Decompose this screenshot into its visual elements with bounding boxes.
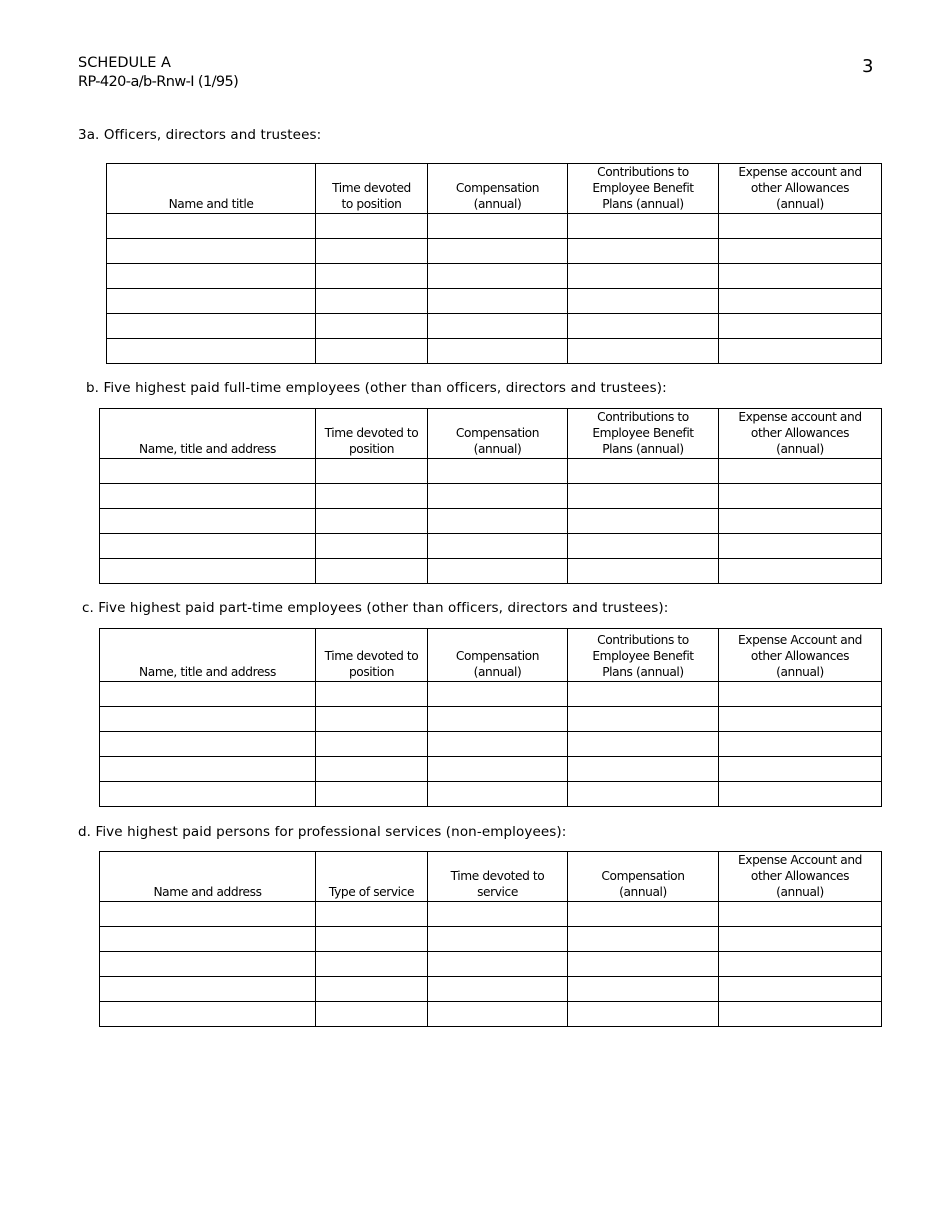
entry-cell[interactable] — [107, 339, 316, 364]
entry-cell[interactable] — [100, 757, 316, 782]
column-header-line: (annual) — [776, 197, 824, 211]
column-header — [100, 852, 316, 902]
column-header-line: Contributions to — [597, 633, 689, 647]
entry-cell[interactable] — [568, 952, 719, 977]
entry-cell[interactable] — [719, 1002, 882, 1027]
part-time-employees-table — [99, 628, 882, 807]
entry-cell[interactable] — [316, 707, 428, 732]
column-header-line: Compensation — [455, 649, 540, 663]
table-row — [100, 559, 882, 584]
entry-cell[interactable] — [568, 977, 719, 1002]
column-header-line: other Allowances — [750, 181, 850, 195]
table-row — [100, 757, 882, 782]
column-header — [316, 629, 428, 682]
column-header-line: Expense Account and — [737, 853, 862, 867]
column-header-line: (annual) — [776, 885, 824, 899]
column-header — [719, 629, 882, 682]
column-header — [428, 629, 568, 682]
table-row — [100, 732, 882, 757]
column-header-line: (annual) — [776, 442, 824, 456]
entry-cell[interactable] — [107, 214, 316, 239]
entry-cell[interactable] — [428, 459, 568, 484]
entry-cell[interactable] — [719, 682, 882, 707]
entry-cell[interactable] — [428, 1002, 568, 1027]
entry-cell[interactable] — [719, 952, 882, 977]
column-header-line: Employee Benefit — [592, 426, 694, 440]
column-header-line: Contributions to — [597, 410, 689, 424]
table-row — [100, 902, 882, 927]
entry-cell[interactable] — [568, 707, 719, 732]
column-header — [428, 164, 568, 214]
column-header-line: other Allowances — [750, 649, 850, 663]
entry-cell[interactable] — [428, 782, 568, 807]
officers-table — [106, 163, 882, 364]
column-header — [568, 409, 719, 459]
entry-cell[interactable] — [316, 239, 428, 264]
entry-cell[interactable] — [719, 339, 882, 364]
entry-cell[interactable] — [719, 927, 882, 952]
entry-cell[interactable] — [100, 534, 316, 559]
column-header-line: Compensation — [455, 426, 540, 440]
table-row — [100, 534, 882, 559]
entry-cell[interactable] — [719, 214, 882, 239]
table-row — [107, 289, 882, 314]
entry-cell[interactable] — [428, 952, 568, 977]
entry-cell[interactable] — [428, 484, 568, 509]
column-header — [568, 164, 719, 214]
column-header-line: (annual) — [473, 442, 522, 456]
entry-cell[interactable] — [316, 509, 428, 534]
entry-cell[interactable] — [568, 559, 719, 584]
entry-cell[interactable] — [100, 732, 316, 757]
table-row — [107, 214, 882, 239]
entry-cell[interactable] — [107, 239, 316, 264]
entry-cell[interactable] — [568, 782, 719, 807]
entry-cell[interactable] — [568, 459, 719, 484]
column-header-line: other Allowances — [750, 426, 850, 440]
column-header — [100, 629, 316, 682]
entry-cell[interactable] — [100, 902, 316, 927]
column-header-line: Name, title and address — [139, 665, 276, 679]
entry-cell[interactable] — [316, 314, 428, 339]
entry-cell[interactable] — [568, 902, 719, 927]
entry-cell[interactable] — [719, 707, 882, 732]
column-header — [428, 409, 568, 459]
entry-cell[interactable] — [428, 214, 568, 239]
entry-cell[interactable] — [316, 1002, 428, 1027]
column-header-line: Name and title — [168, 197, 254, 211]
section-d-label: d. Five highest paid persons for professional services (non-employees): — [78, 824, 567, 840]
entry-cell[interactable] — [568, 682, 719, 707]
entry-cell[interactable] — [100, 682, 316, 707]
column-header-line: Compensation — [601, 869, 685, 883]
entry-cell[interactable] — [568, 314, 719, 339]
table-row — [100, 1002, 882, 1027]
entry-cell[interactable] — [568, 289, 719, 314]
entry-cell[interactable] — [100, 509, 316, 534]
column-header-line: other Allowances — [750, 869, 850, 883]
column-header-line: Plans (annual) — [602, 665, 684, 679]
column-header-line: (annual) — [619, 885, 667, 899]
entry-cell[interactable] — [568, 239, 719, 264]
entry-cell[interactable] — [568, 214, 719, 239]
entry-cell[interactable] — [568, 509, 719, 534]
entry-cell[interactable] — [107, 264, 316, 289]
entry-cell[interactable] — [428, 927, 568, 952]
entry-cell[interactable] — [719, 732, 882, 757]
section-3a-label: 3a. Officers, directors and trustees: — [78, 127, 322, 143]
entry-cell[interactable] — [719, 534, 882, 559]
table-header-row — [100, 852, 882, 902]
entry-cell[interactable] — [316, 289, 428, 314]
entry-cell[interactable] — [428, 757, 568, 782]
entry-cell[interactable] — [316, 264, 428, 289]
entry-cell[interactable] — [428, 534, 568, 559]
entry-cell[interactable] — [719, 509, 882, 534]
column-header-line: Expense Account and — [737, 633, 862, 647]
column-header-line: service — [477, 885, 518, 899]
column-header — [316, 852, 428, 902]
entry-cell[interactable] — [719, 459, 882, 484]
entry-cell[interactable] — [100, 707, 316, 732]
column-header — [568, 852, 719, 902]
entry-cell[interactable] — [719, 757, 882, 782]
table-row — [100, 509, 882, 534]
entry-cell[interactable] — [428, 707, 568, 732]
column-header — [719, 164, 882, 214]
table-header-row — [107, 164, 882, 214]
entry-cell[interactable] — [568, 1002, 719, 1027]
column-header-line: Plans (annual) — [602, 197, 684, 211]
column-header-line: Expense account and — [738, 165, 862, 179]
entry-cell[interactable] — [100, 952, 316, 977]
column-header — [316, 164, 428, 214]
entry-cell[interactable] — [568, 757, 719, 782]
table-row — [100, 682, 882, 707]
column-header-line: Plans (annual) — [602, 442, 684, 456]
entry-cell[interactable] — [428, 339, 568, 364]
column-header — [719, 852, 882, 902]
column-header-line: Contributions to — [597, 165, 689, 179]
entry-cell[interactable] — [316, 484, 428, 509]
entry-cell[interactable] — [100, 459, 316, 484]
entry-cell[interactable] — [316, 757, 428, 782]
table-row — [107, 314, 882, 339]
column-header-line: Time devoted to — [324, 649, 419, 663]
table-row — [100, 782, 882, 807]
entry-cell[interactable] — [100, 1002, 316, 1027]
entry-cell[interactable] — [316, 927, 428, 952]
table-row — [107, 339, 882, 364]
entry-cell[interactable] — [428, 509, 568, 534]
entry-cell[interactable] — [428, 559, 568, 584]
entry-cell[interactable] — [719, 782, 882, 807]
column-header — [719, 409, 882, 459]
entry-cell[interactable] — [568, 927, 719, 952]
entry-cell[interactable] — [316, 339, 428, 364]
column-header-line: Compensation — [455, 181, 540, 195]
entry-cell[interactable] — [719, 484, 882, 509]
entry-cell[interactable] — [107, 289, 316, 314]
entry-cell[interactable] — [568, 264, 719, 289]
entry-cell[interactable] — [428, 239, 568, 264]
entry-cell[interactable] — [316, 782, 428, 807]
entry-cell[interactable] — [428, 264, 568, 289]
entry-cell[interactable] — [100, 977, 316, 1002]
entry-cell[interactable] — [316, 459, 428, 484]
column-header-line: to position — [341, 197, 402, 211]
entry-cell[interactable] — [316, 952, 428, 977]
entry-cell[interactable] — [568, 484, 719, 509]
column-header — [568, 629, 719, 682]
column-header-line: Time devoted to — [324, 426, 419, 440]
column-header — [428, 852, 568, 902]
table-header-row — [100, 629, 882, 682]
table-row — [107, 264, 882, 289]
column-header-line: (annual) — [473, 197, 522, 211]
entry-cell[interactable] — [719, 239, 882, 264]
table-header-row — [100, 409, 882, 459]
professional-services-table — [99, 851, 882, 1027]
entry-cell[interactable] — [568, 339, 719, 364]
entry-cell[interactable] — [100, 484, 316, 509]
section-c-label: c. Five highest paid part-time employees (other than officers, directors and trustees): — [82, 600, 669, 616]
entry-cell[interactable] — [719, 559, 882, 584]
table-row — [100, 977, 882, 1002]
entry-cell[interactable] — [316, 682, 428, 707]
column-header — [316, 409, 428, 459]
table-row — [100, 484, 882, 509]
entry-cell[interactable] — [568, 534, 719, 559]
table-row — [100, 707, 882, 732]
entry-cell[interactable] — [719, 264, 882, 289]
entry-cell[interactable] — [428, 289, 568, 314]
entry-cell[interactable] — [719, 289, 882, 314]
column-header-line: position — [348, 442, 395, 456]
table-row — [100, 459, 882, 484]
column-header-line: (annual) — [473, 665, 522, 679]
table-row — [107, 239, 882, 264]
entry-cell[interactable] — [100, 559, 316, 584]
column-header-line: position — [348, 665, 395, 679]
entry-cell[interactable] — [100, 927, 316, 952]
table-row — [100, 927, 882, 952]
column-header — [107, 164, 316, 214]
entry-cell[interactable] — [316, 732, 428, 757]
column-header-line: Expense account and — [738, 410, 862, 424]
entry-cell[interactable] — [568, 732, 719, 757]
schedule-title: SCHEDULE A — [78, 55, 171, 71]
column-header-line: Time devoted — [332, 181, 411, 195]
entry-cell[interactable] — [316, 977, 428, 1002]
full-time-employees-table — [99, 408, 882, 584]
column-header-line: Name, title and address — [139, 442, 276, 456]
entry-cell[interactable] — [316, 534, 428, 559]
column-header-line: Type of service — [328, 885, 415, 899]
entry-cell[interactable] — [719, 902, 882, 927]
form-id: RP-420-a/b-Rnw-I (1/95) — [78, 74, 239, 90]
column-header-line: Name and address — [153, 885, 262, 899]
column-header — [100, 409, 316, 459]
page-number: 3 — [862, 56, 874, 77]
column-header-line: Time devoted to — [450, 869, 545, 883]
table-row — [100, 952, 882, 977]
entry-cell[interactable] — [428, 682, 568, 707]
entry-cell[interactable] — [428, 977, 568, 1002]
column-header-line: Employee Benefit — [592, 649, 694, 663]
entry-cell[interactable] — [428, 732, 568, 757]
entry-cell[interactable] — [428, 902, 568, 927]
entry-cell[interactable] — [107, 314, 316, 339]
column-header-line: (annual) — [776, 665, 824, 679]
entry-cell[interactable] — [100, 782, 316, 807]
entry-cell[interactable] — [428, 314, 568, 339]
entry-cell[interactable] — [719, 314, 882, 339]
column-header-line: Employee Benefit — [592, 181, 694, 195]
entry-cell[interactable] — [316, 214, 428, 239]
entry-cell[interactable] — [316, 902, 428, 927]
entry-cell[interactable] — [316, 559, 428, 584]
section-b-label: b. Five highest paid full-time employees (other than officers, directors and trustees): — [86, 380, 667, 396]
entry-cell[interactable] — [719, 977, 882, 1002]
